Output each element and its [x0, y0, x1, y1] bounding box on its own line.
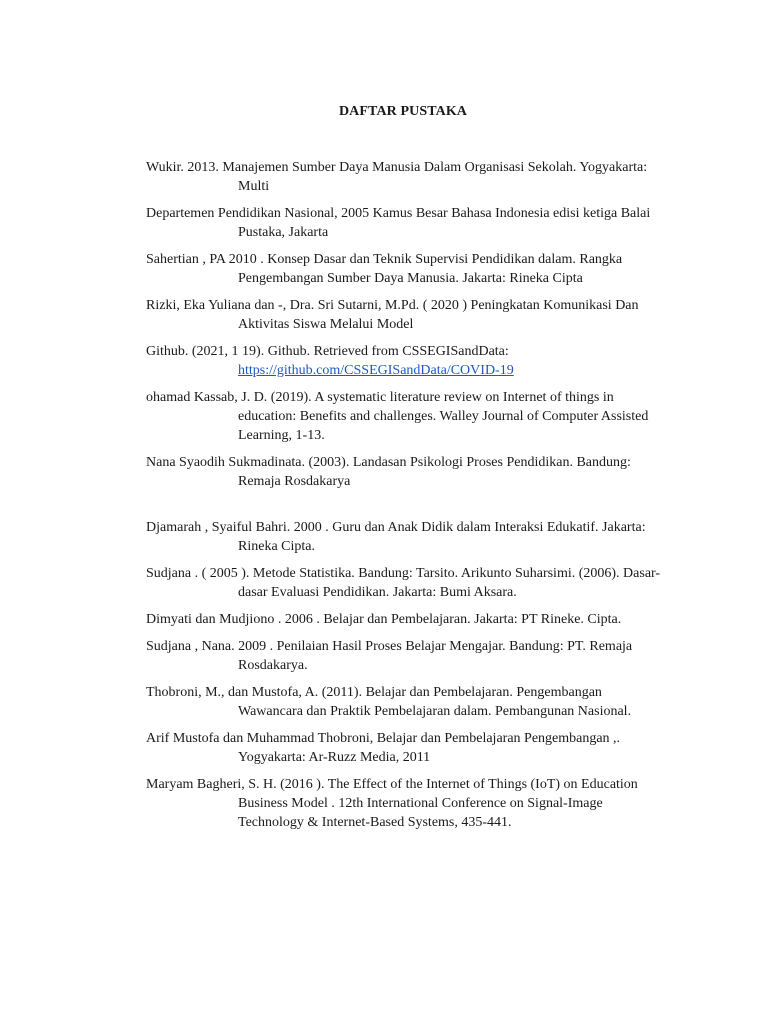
reference-item	[146, 296, 666, 334]
page-title: DAFTAR PUSTAKA	[338, 104, 468, 119]
reference-text: Sudjana . ( 2005 ). Metode Statistika. Bandung: Tarsito. Arikunto Suharsimi. (2006). Dasar-dasar Evaluasi Pendidikan. Jakarta: Bumi Aksara.	[146, 566, 661, 600]
reference-text: Djamarah , Syaiful Bahri. 2000 . Guru dan Anak Didik dalam Interaksi Edukatif. Jakarta: Rineka Cipta.	[146, 520, 646, 554]
reference-text: ohamad Kassab, J. D. (2019). A systematic literature review on Internet of things in education: Benefits and challenges. Walley Journal of Computer Assisted Learning, 1-13.	[146, 390, 649, 443]
reference-text: Nana Syaodih Sukmadinata. (2003). Landasan Psikologi Proses Pendidikan. Bandung: Remaja Rosdakarya	[146, 455, 631, 489]
reference-link[interactable]: https://github.com/CSSEGISandData/COVID-19	[238, 363, 514, 378]
reference-text: Thobroni, M., dan Mustofa, A. (2011). Belajar dan Pembelajaran. Pengembangan Wawancara dan Praktik Pembelajaran dalam. Pembangunan Nasional.	[146, 685, 632, 719]
reference-item	[146, 388, 666, 445]
reference-item	[146, 637, 666, 675]
reference-item	[146, 204, 666, 242]
reference-text: Maryam Bagheri, S. H. (2016 ). The Effect of the Internet of Things (IoT) on Education Business Model . 12th International Conference on Signal-Image Technology & Internet-Based Systems, 435-441.	[146, 777, 638, 830]
reference-item	[146, 610, 666, 629]
reference-item	[146, 564, 666, 602]
reference-item	[146, 518, 666, 556]
reference-item	[146, 158, 666, 196]
reference-text: Wukir. 2013. Manajemen Sumber Daya Manusia Dalam Organisasi Sekolah. Yogyakarta: Multi	[146, 160, 648, 194]
reference-text: Rizki, Eka Yuliana dan -, Dra. Sri Sutarni, M.Pd. ( 2020 ) Peningkatan Komunikasi Dan Aktivitas Siswa Melalui Model	[146, 298, 639, 332]
reference-text: Sudjana , Nana. 2009 . Penilaian Hasil Proses Belajar Mengajar. Bandung: PT. Remaja Rosdakarya.	[146, 639, 633, 673]
reference-item	[146, 683, 666, 721]
reference-item	[146, 729, 666, 767]
reference-item	[146, 453, 666, 491]
reference-item	[146, 342, 666, 380]
reference-text: Departemen Pendidikan Nasional, 2005 Kamus Besar Bahasa Indonesia edisi ketiga Balai Pustaka, Jakarta	[146, 206, 651, 240]
reference-text: Sahertian , PA 2010 . Konsep Dasar dan Teknik Supervisi Pendidikan dalam. Rangka Pengembangan Sumber Daya Manusia. Jakarta: Rineka Cipta	[146, 252, 623, 286]
reference-list	[146, 158, 666, 840]
reference-item	[146, 250, 666, 288]
reference-text: Github. (2021, 1 19). Github. Retrieved from CSSEGISandData:	[146, 344, 509, 359]
reference-text: Arif Mustofa dan Muhammad Thobroni, Belajar dan Pembelajaran Pengembangan ,. Yogyakarta: Ar-Ruzz Media, 2011	[146, 731, 621, 765]
reference-item	[146, 775, 666, 832]
reference-text: Dimyati dan Mudjiono . 2006 . Belajar dan Pembelajaran. Jakarta: PT Rineke. Cipta.	[146, 612, 622, 627]
